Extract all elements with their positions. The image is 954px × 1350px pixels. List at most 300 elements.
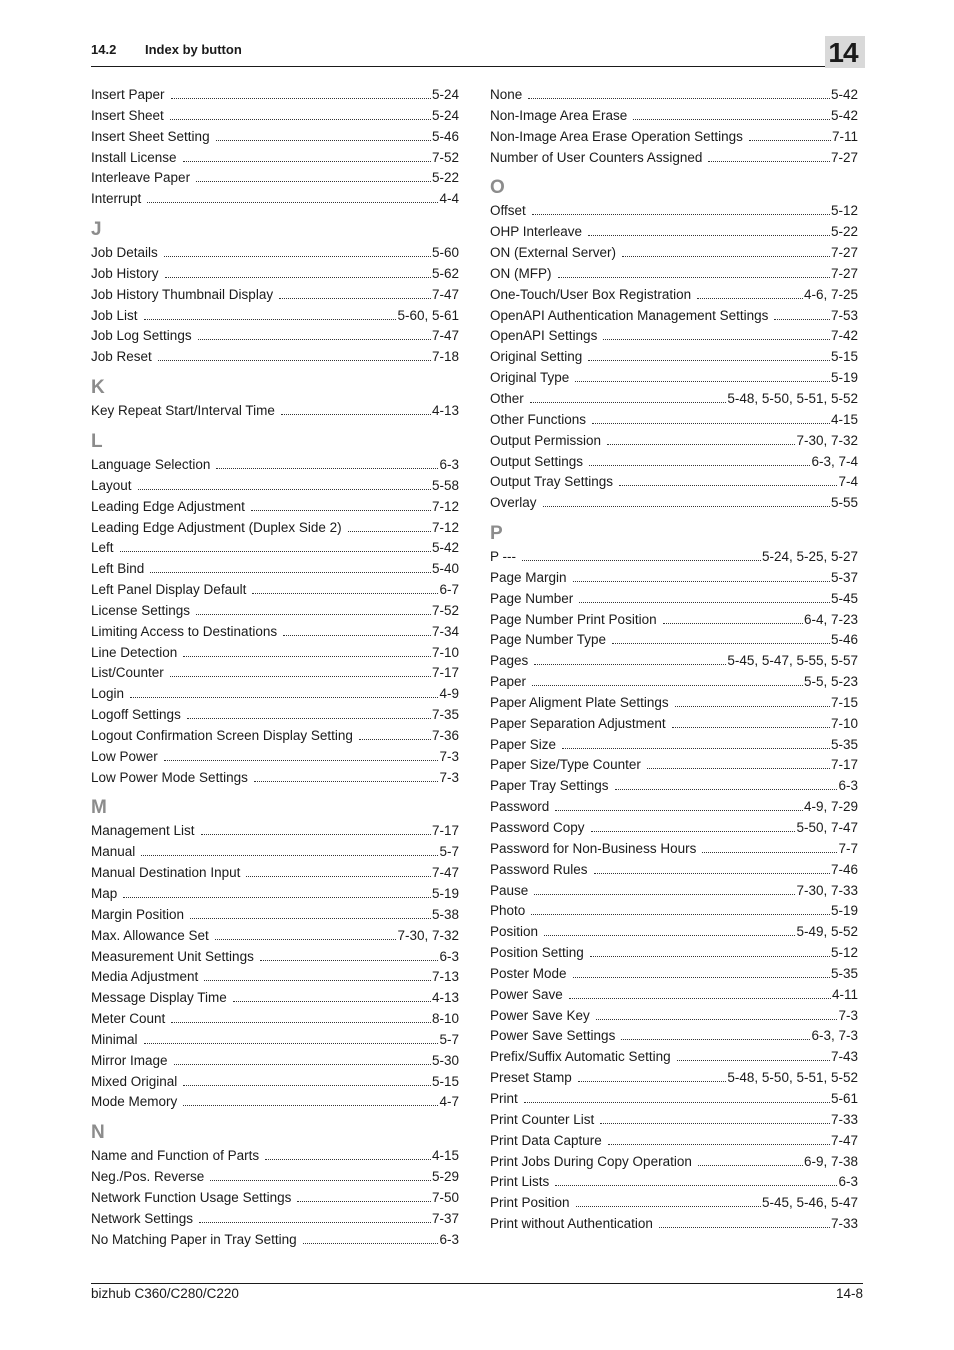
index-term: Mirror Image [91,1052,168,1068]
index-page-ref: 5-46 [830,632,858,648]
index-page-ref: 5-61 [830,1090,858,1106]
dot-leader [702,841,837,853]
index-term: No Matching Paper in Tray Setting [91,1231,297,1247]
index-page-ref: 7-33 [830,1216,858,1232]
index-entry [490,472,858,493]
index-page-ref: 5-30 [431,1052,459,1068]
index-term: OHP Interleave [490,224,583,240]
index-page-ref: 6-3, 7-3 [811,1028,858,1044]
index-entry [91,947,459,968]
dot-leader [170,665,431,677]
index-entry [91,326,459,347]
index-entry [490,839,858,860]
dot-leader [204,969,431,981]
index-term: Paper Separation Adjustment [490,715,666,731]
index-entry [91,1230,459,1251]
dot-leader [697,287,803,299]
index-entry [490,1026,858,1047]
dot-leader [600,1112,830,1124]
dot-leader [297,1190,431,1202]
dot-leader [187,707,431,719]
index-entry [91,684,459,705]
index-page-ref: 6-3 [439,1231,459,1247]
index-entry [490,493,858,514]
index-term: Power Save [490,986,563,1002]
dot-leader [150,561,431,573]
index-page-ref: 4-11 [831,986,858,1002]
index-entry [91,905,459,926]
dot-leader [201,823,431,835]
index-entry [490,755,858,776]
index-entry [91,821,459,842]
dot-leader [530,391,727,403]
index-column-right [490,85,858,1235]
index-term: List/Counter [91,665,164,681]
index-term: Interrupt [91,191,142,207]
dot-leader [216,129,431,141]
index-term: Insert Sheet [91,107,164,123]
index-term: License Settings [91,602,191,618]
dot-leader [543,495,830,507]
index-term: OpenAPI Authentication Management Settings [490,307,769,323]
index-entry [490,1131,858,1152]
index-letter-heading: K [91,377,105,399]
dot-leader [303,1232,439,1244]
index-page-ref: 7-37 [431,1210,459,1226]
index-term: Position Setting [490,945,584,961]
index-term: Non-Image Area Erase [490,107,628,123]
index-term: Measurement Unit Settings [91,948,254,964]
dot-leader [607,433,795,445]
dot-leader [555,1174,837,1186]
index-entry [91,1146,459,1167]
index-term: Login [91,686,125,702]
index-entry [91,580,459,601]
index-page-ref: 4-7 [439,1094,459,1110]
index-entry [490,306,858,327]
dot-leader [165,266,431,278]
dot-leader [522,549,761,561]
index-page-ref: 5-5, 5-23 [803,674,858,690]
index-entry [91,347,459,368]
dot-leader [591,820,796,832]
index-term: ON (MFP) [490,265,552,281]
dot-leader [619,474,837,486]
dot-leader [164,749,439,761]
index-page-ref: 5-42 [830,87,858,102]
index-page-ref: 6-3, 7-4 [811,453,858,469]
index-page-ref: 7-11 [831,128,858,144]
index-page-ref: 7-35 [431,707,459,723]
index-page-ref: 5-49, 5-52 [796,924,858,940]
dot-leader [677,1049,830,1061]
index-term: Paper [490,674,527,690]
index-term: Leading Edge Adjustment [91,498,245,514]
index-term: Meter Count [91,1011,166,1027]
index-entry [91,559,459,580]
index-page-ref: 7-17 [830,757,858,773]
dot-leader [141,844,438,856]
dot-leader [233,990,431,1002]
index-entry [91,497,459,518]
index-entry [490,264,858,285]
index-page-ref: 5-48, 5-50, 5-51, 5-52 [727,1070,858,1086]
index-page-ref: 6-4, 7-23 [803,611,858,627]
index-term: Paper Size [490,736,557,752]
dot-leader [183,1094,438,1106]
index-page-ref: 7-47 [431,865,459,881]
dot-leader [144,308,397,320]
dot-leader [215,928,397,940]
index-entry [490,922,858,943]
index-page-ref: 6-3 [838,778,858,794]
index-term: Job History [91,265,159,281]
index-term: Page Number Print Position [490,611,657,627]
index-term: Low Power [91,748,158,764]
index-term: Layout [91,477,132,493]
page-footer [91,1283,863,1301]
index-page-ref: 5-48, 5-50, 5-51, 5-52 [727,390,858,406]
index-entry [490,860,858,881]
section-title: Index by button [145,42,242,57]
dot-leader [622,245,830,257]
index-entry [91,1167,459,1188]
index-letter-heading: L [91,430,103,452]
index-page-ref: 5-24 [431,107,459,123]
index-page-ref: 4-9, 7-29 [803,799,858,815]
index-page-ref: 7-47 [431,286,459,302]
index-page-ref: 6-9, 7-38 [803,1153,858,1169]
dot-leader [562,737,830,749]
index-entry [490,985,858,1006]
dot-leader [633,108,830,120]
index-term: Minimal [91,1031,138,1047]
index-letter-heading: O [490,177,505,199]
dot-leader [612,632,830,644]
index-term: Password Copy [490,820,585,835]
index-term: Language Selection [91,456,211,472]
index-term: Power Save Key [490,1007,590,1023]
index-term: Page Number [490,590,574,606]
index-term: Line Detection [91,644,178,660]
index-term: Print Position [490,1195,570,1211]
index-entry [490,672,858,693]
dot-leader [170,108,431,120]
index-page-ref: 5-55 [830,495,858,511]
index-term: Position [490,924,539,940]
index-term: Password for Non-Business Hours [490,840,697,856]
index-entry [91,401,459,422]
index-entry [490,389,858,410]
dot-leader [575,370,830,382]
index-page-ref: 6-7 [439,582,459,598]
dot-leader [174,1053,431,1065]
dot-leader [578,1070,727,1082]
index-entry [490,127,858,148]
dot-leader [147,191,438,203]
index-page-ref: 7-50 [431,1189,459,1205]
index-term: Job List [91,307,138,323]
index-page-ref: 4-15 [830,411,858,427]
index-term: Offset [490,203,526,219]
index-term: Left Panel Display Default [91,582,247,598]
dot-leader [144,1032,439,1044]
index-page-ref: 7-10 [431,644,459,660]
index-term: Insert Paper [91,87,165,102]
index-entry [490,85,858,106]
index-page-ref: 5-15 [830,349,858,365]
chapter-number: 14 [828,37,858,68]
dot-leader [590,945,830,957]
index-entry [91,643,459,664]
index-entry [490,651,858,672]
index-entry [91,518,459,539]
index-term: Leading Edge Adjustment (Duplex Side 2) [91,519,342,535]
index-page-ref: 7-17 [431,665,459,681]
index-page-ref: 5-62 [431,265,459,281]
dot-leader [592,412,830,424]
dot-leader [265,1148,431,1160]
index-entry [91,1009,459,1030]
index-term: Print without Authentication [490,1216,653,1232]
index-page-ref: 7-46 [830,861,858,877]
dot-leader [594,862,830,874]
index-entry [91,863,459,884]
index-page-ref: 5-35 [830,736,858,752]
index-term: Original Type [490,370,570,386]
index-entry [490,1172,858,1193]
index-entry [91,189,459,210]
index-entry [490,326,858,347]
index-term: Pause [490,882,529,898]
index-entry [91,1030,459,1051]
index-term: Map [91,886,118,901]
index-letter-heading: P [490,523,503,545]
dot-leader [359,728,431,740]
index-term: Password Rules [490,861,588,877]
index-entry [490,1152,858,1173]
index-term: Key Repeat Start/Interval Time [91,403,275,419]
dot-leader [589,454,810,466]
index-page-ref: 7-3 [439,769,459,785]
dot-leader [615,778,838,790]
index-page-ref: 7-47 [431,328,459,344]
index-page-ref: 7-3 [838,1007,858,1023]
index-entry [490,222,858,243]
index-entry [91,538,459,559]
index-page-ref: 5-45, 5-47, 5-55, 5-57 [727,653,858,669]
index-term: Low Power Mode Settings [91,769,248,785]
dot-leader [216,457,438,469]
dot-leader [138,478,431,490]
index-term: Other Functions [490,411,587,427]
index-entry [91,768,459,789]
index-entry [91,601,459,622]
index-page-ref: 7-12 [431,498,459,514]
index-term: Left [91,540,114,556]
index-term: None [490,87,523,102]
index-term: Management List [91,823,195,839]
index-term: Output Permission [490,432,602,448]
index-page-ref: 7-33 [830,1111,858,1127]
index-entry [490,106,858,127]
index-term: Install License [91,149,177,165]
index-page-ref: 7-36 [431,727,459,743]
dot-leader [279,287,431,299]
index-entry [490,368,858,389]
index-term: Logoff Settings [91,707,181,723]
index-entry [91,747,459,768]
index-entry [91,705,459,726]
index-entry [490,818,858,839]
index-term: P --- [490,549,516,565]
index-term: Photo [490,903,526,919]
index-entry [91,884,459,905]
index-page-ref: 7-42 [830,328,858,344]
index-page-ref: 5-7 [439,1031,459,1047]
index-page-ref: 5-37 [830,569,858,585]
index-page-ref: 5-19 [431,886,459,901]
dot-leader [532,203,830,215]
index-entry [490,452,858,473]
index-term: Job Details [91,245,158,261]
index-page-ref: 7-15 [830,694,858,710]
index-letter-heading: M [91,797,107,819]
index-entry [91,1072,459,1093]
index-page-ref: 5-38 [431,906,459,922]
index-term: Name and Function of Parts [91,1148,260,1164]
dot-leader [252,582,438,594]
index-page-ref: 5-42 [431,540,459,556]
index-entry [91,926,459,947]
index-entry [91,1051,459,1072]
dot-leader [531,903,830,915]
dot-leader [774,308,830,320]
index-page-ref: 7-10 [830,715,858,731]
dot-leader [749,129,831,141]
index-entry [490,285,858,306]
dot-leader [532,674,803,686]
dot-leader [348,520,431,532]
dot-leader [199,1211,431,1223]
index-page-ref: 7-47 [830,1132,858,1148]
index-page-ref: 5-19 [830,370,858,386]
index-term: Limiting Access to Destinations [91,623,278,639]
index-page-ref: 5-19 [830,903,858,919]
index-entry [490,410,858,431]
index-page-ref: 5-12 [830,945,858,961]
dot-leader [283,624,431,636]
index-term: Margin Position [91,906,185,922]
index-entry [490,1089,858,1110]
index-page-ref: 5-7 [439,844,459,860]
index-entry [490,243,858,264]
index-entry [490,547,858,568]
dot-leader [183,1074,431,1086]
index-term: OpenAPI Settings [490,328,598,344]
footer-model: bizhub C360/C280/C220 [91,1286,239,1301]
index-term: Output Settings [490,453,584,469]
index-entry [91,455,459,476]
index-entry [91,106,459,127]
dot-leader [183,150,431,162]
dot-leader [659,1216,830,1228]
index-page-ref: 5-35 [830,965,858,981]
dot-leader [588,349,830,361]
index-term: Password [490,799,550,815]
dot-leader [260,949,439,961]
dot-leader [573,966,830,978]
index-term: Prefix/Suffix Automatic Setting [490,1049,671,1065]
index-page-ref: 5-45, 5-46, 5-47 [761,1195,858,1211]
index-page-ref: 7-27 [830,265,858,281]
index-entry [91,476,459,497]
index-page-ref: 5-60, 5-61 [397,307,459,323]
index-page-ref: 5-50, 7-47 [796,820,858,835]
index-term: Max. Allowance Set [91,927,209,943]
index-entry [91,663,459,684]
index-entry [490,610,858,631]
index-term: Paper Aligment Plate Settings [490,694,669,710]
index-page-ref: 4-4 [439,191,459,207]
index-letter-heading: N [91,1122,105,1144]
index-term: Interleave Paper [91,170,191,186]
dot-leader [647,757,830,769]
dot-leader [120,540,431,552]
index-entry [490,1047,858,1068]
dot-leader [555,799,803,811]
index-entry [91,988,459,1009]
index-page-ref: 7-30, 7-32 [397,927,459,943]
dot-leader [123,886,431,898]
dot-leader [254,770,439,782]
index-term: Mixed Original [91,1073,178,1089]
index-entry [490,881,858,902]
index-term: ON (External Server) [490,245,617,261]
index-page-ref: 4-15 [431,1148,459,1164]
index-entry [490,797,858,818]
index-entry [490,776,858,797]
dot-leader [588,224,830,236]
index-entry [490,964,858,985]
index-term: Page Number Type [490,632,607,648]
dot-leader [708,150,830,162]
dot-leader [534,883,795,895]
index-term: Pages [490,653,529,669]
dot-leader [196,170,431,182]
index-entry [490,735,858,756]
index-page-ref: 5-22 [431,170,459,186]
index-page-ref: 7-7 [838,840,858,856]
index-entry [490,943,858,964]
index-page-ref: 4-6, 7-25 [803,286,858,302]
index-page-ref: 7-18 [431,349,459,365]
index-term: Network Function Usage Settings [91,1189,292,1205]
index-page-ref: 7-3 [439,748,459,764]
index-term: Job Log Settings [91,328,192,344]
index-entry [91,1188,459,1209]
index-page-ref: 5-46 [431,128,459,144]
footer-page-number: 14-8 [835,1286,863,1301]
dot-leader [534,653,726,665]
index-entry [490,1006,858,1027]
index-term: Power Save Settings [490,1028,616,1044]
section-number: 14.2 [91,42,117,57]
dot-leader [210,1169,431,1181]
index-page-ref: 7-34 [431,623,459,639]
index-entry [490,1110,858,1131]
index-page-ref: 7-27 [830,245,858,261]
